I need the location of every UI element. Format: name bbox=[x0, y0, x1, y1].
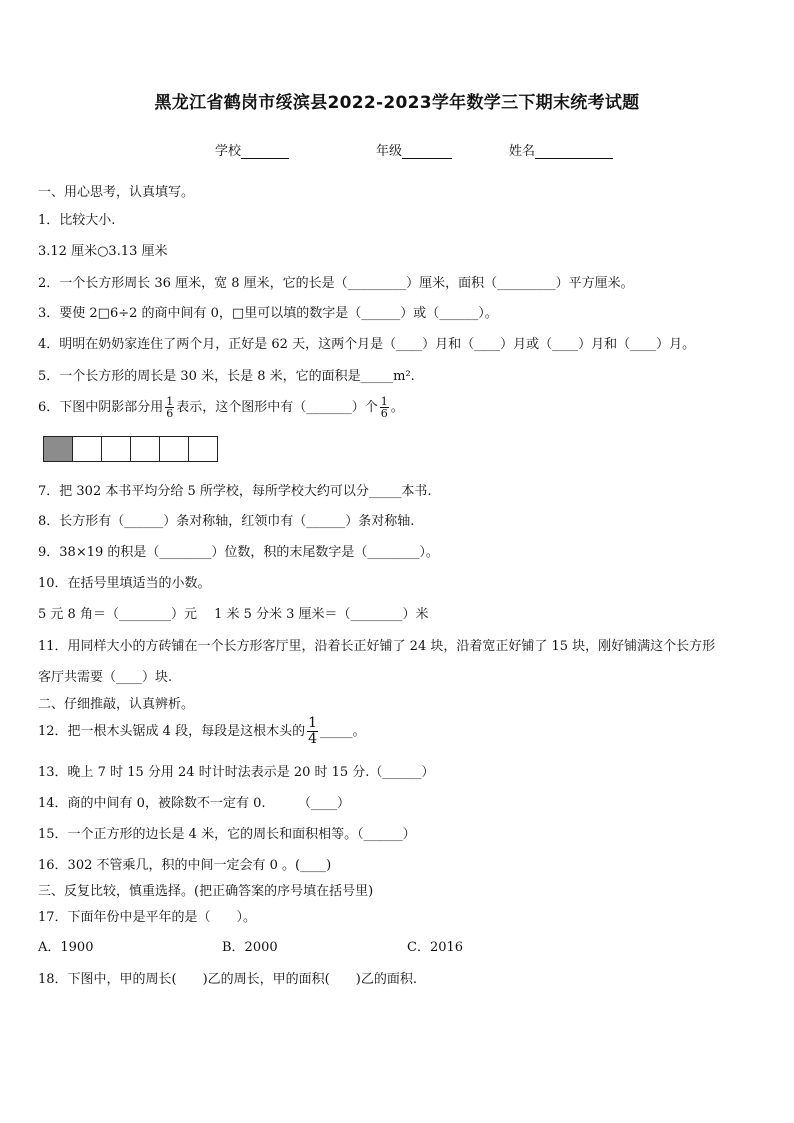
fraction-one-quarter bbox=[307, 716, 318, 747]
question-10-fill: 5 元 8 角＝（________）元 1 米 5 分米 3 厘米＝（________）米 bbox=[38, 607, 429, 622]
fraction-denominator: 4 bbox=[308, 731, 317, 747]
question-13: 13．晚上 7 时 15 分用 24 时计时法表示是 20 时 15 分.（______） bbox=[38, 765, 435, 780]
question-4: 4．明明在奶奶家连住了两个月，正好是 62 天，这两个月是（____）月和（____）月或（____）月和（____）月。 bbox=[38, 337, 696, 352]
question-6-text-b: 表示，这个图形中有（_______）个 bbox=[176, 400, 378, 415]
school-label: 学校 bbox=[215, 144, 242, 159]
grid-cell-shaded bbox=[43, 436, 73, 462]
grid-cell bbox=[72, 436, 102, 462]
question-16: 16．302 不管乘几，积的中间一定会有 0 。(____) bbox=[38, 858, 332, 873]
name-blank bbox=[535, 144, 613, 159]
fraction-numerator: 1 bbox=[308, 715, 317, 731]
question-15: 15．一个正方形的边长是 4 米，它的周长和面积相等。（______） bbox=[38, 827, 416, 842]
school-blank bbox=[241, 144, 289, 159]
fraction-denominator: 6 bbox=[380, 407, 388, 420]
question-9: 9．38×19 的积是（________）位数，积的末尾数字是（________）。 bbox=[38, 545, 439, 560]
option-b: B．2000 bbox=[222, 940, 278, 955]
question-18: 18．下图中，甲的周长( )乙的周长，甲的面积( )乙的面积. bbox=[38, 972, 417, 987]
question-12-text-b: _____。 bbox=[320, 724, 366, 739]
page-title: 黑龙江省鹤岗市绥滨县2022-2023学年数学三下期末统考试题 bbox=[154, 93, 640, 113]
question-2: 2．一个长方形周长 36 厘米，宽 8 厘米，它的长是（_________）厘米，面积（_________）平方厘米。 bbox=[38, 276, 634, 291]
question-5: 5．一个长方形的周长是 30 米，长是 8 米，它的面积是_____m². bbox=[38, 369, 415, 384]
question-1: 1．比较大小. bbox=[38, 213, 116, 228]
question-8: 8．长方形有（______）条对称轴，红领巾有（______）条对称轴. bbox=[38, 514, 415, 529]
question-1-compare: 3.12 厘米○3.13 厘米 bbox=[38, 244, 168, 259]
fraction-numerator: 1 bbox=[380, 395, 388, 408]
school-field bbox=[215, 140, 289, 159]
question-12-text-a: 12．把一根木头锯成 4 段，每段是这根木头的 bbox=[38, 724, 306, 739]
grade-blank bbox=[402, 144, 452, 159]
section-3-heading: 三、反复比较，慎重选择。(把正确答案的序号填在括号里) bbox=[38, 884, 374, 899]
section-1-heading: 一、用心思考，认真填写。 bbox=[38, 185, 195, 200]
question-11-line-1: 11．用同样大小的方砖铺在一个长方形客厅里，沿着长正好铺了 24 块，沿着宽正好铺了 15 块，刚好铺满这个长方形 bbox=[38, 639, 716, 654]
fraction-denominator: 6 bbox=[166, 407, 174, 420]
grid-cell bbox=[130, 436, 160, 462]
grid-cell bbox=[188, 436, 218, 462]
question-6 bbox=[38, 396, 404, 419]
grid-cell bbox=[101, 436, 131, 462]
fraction-one-sixth bbox=[165, 396, 174, 419]
name-field bbox=[509, 140, 613, 159]
question-14: 14．商的中间有 0，被除数不一定有 0. （____） bbox=[38, 796, 350, 811]
fraction-grid-figure bbox=[44, 436, 218, 462]
question-11-line-2: 客厅共需要（____）块. bbox=[38, 670, 173, 685]
fraction-numerator: 1 bbox=[166, 395, 174, 408]
question-6-text-a: 6．下图中阴影部分用 bbox=[38, 400, 164, 415]
name-label: 姓名 bbox=[509, 144, 536, 159]
question-3: 3．要使 2□6÷2 的商中间有 0，□里可以填的数字是（______）或（______）。 bbox=[38, 306, 498, 321]
question-6-text-c: 。 bbox=[390, 400, 404, 415]
option-a: A．1900 bbox=[38, 940, 94, 955]
fraction-one-sixth bbox=[380, 396, 389, 419]
question-17: 17．下面年份中是平年的是（ ）。 bbox=[38, 910, 257, 925]
grade-label: 年级 bbox=[376, 144, 403, 159]
grade-field bbox=[376, 140, 452, 159]
question-10: 10．在括号里填适当的小数。 bbox=[38, 576, 211, 591]
section-2-heading: 二、仔细推敲，认真辨析。 bbox=[38, 697, 195, 712]
question-12 bbox=[38, 716, 366, 747]
grid-cell bbox=[159, 436, 189, 462]
option-c: C．2016 bbox=[407, 940, 464, 955]
question-7: 7．把 302 本书平均分给 5 所学校，每所学校大约可以分_____本书. bbox=[38, 484, 432, 499]
